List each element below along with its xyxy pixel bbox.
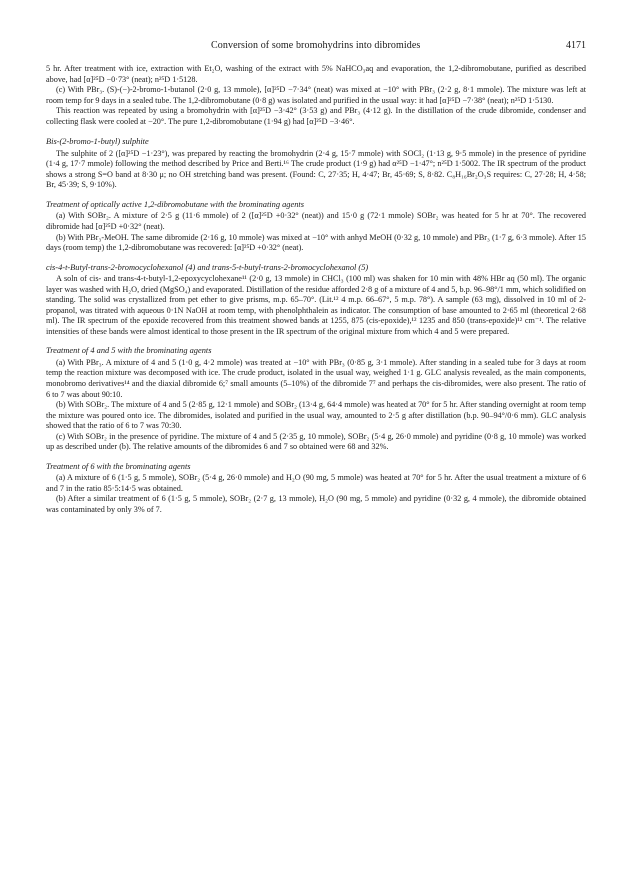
paragraph: (b) With PBr₃-MeOH. The same dibromide (2·16 g, 10 mmole) was mixed at −10° with anhyd MeOH (0·32 g, 10 mmole) and PBr₃ (1·7 g, 6·3 mmole). After 15 days (room temp) the 1,2-dibromobutane was recovered: [α]²⁵D +0·32° (neat).: [46, 232, 586, 253]
paragraph: 5 hr. After treatment with ice, extraction with Et₂O, washing of the extract with 5% NaHCO₃aq and evaporation, the 1,2-dibromobutane, purified as described above, had [α]²⁵D −0·73° (neat); n²⁵D 1·5128.: [46, 64, 586, 84]
paragraph: The sulphite of 2 ([α]²⁵D −1·23°), was prepared by reacting the bromohydrin (2·4 g, 15·7 mmole) with SOCl₂ (1·13 g, 9·5 mmole) in the presence of pyridine (1·4 g, 17·7 mmole) following the method described by Price and Berti.¹⁶ The crude product (1·9 g) had α²⁵D −1·47°; n²⁵D 1·5002. The IR spectrum of the product shows a strong S=O band at 8·30 μ; no OH stretching band was present. (Found: C, 27·35; H, 4·47; Br, 45·69; S, 8·82. C₈H₁₆Br₂O₃S requires: C, 27·28; H, 4·58; Br, 45·39; S, 9·10%).: [46, 148, 586, 190]
paragraph: (a) A mixture of 6 (1·5 g, 5 mmole), SOBr₂ (5·4 g, 26·0 mmole) and H₂O (90 mg, 5 mmole) was heated at 70° for 5 hr. After the usual treatment a mixture of 6 and 7 in the ratio 85·5:14·5 was obtained.: [46, 473, 586, 493]
paragraph: (c) With PBr₃. (S)-(−)-2-bromo-1-butanol (2·0 g, 13 mmole), [α]²⁵D −7·34° (neat) was mixed at −10° with PBr₃ (2·2 g, 8·1 mmole). The mixture was left at room temp for 9 days in a sealed tube. The 1,2-dibromobutane (0·8 g) was isolated and purified in the usual way: it had [α]²⁵D −7·38° (neat); n²⁵D 1·5130.: [46, 85, 586, 105]
section-heading: Treatment of optically active 1,2-dibromobutane with the brominating agents: [46, 199, 304, 209]
running-head: [46, 40, 586, 51]
paragraph: (c) With SOBr₂ in the presence of pyridine. The mixture of 4 and 5 (2·35 g, 10 mmole), SOBr₂ (5·4 g, 26·0 mmole) and pyridine (0·8 g, 10 mmole) was worked up as described under (b). The relative amounts of the dibromides 6 and 7 so obtained were 68 and 32%.: [46, 431, 586, 452]
journal-page: [46, 40, 586, 516]
paragraph: (a) With SOBr₂. A mixture of 2·5 g (11·6 mmole) of 2 ([α]²⁵D +0·32° (neat)) and 15·0 g (72·1 mmole) SOBr₂ was heated for 5 hr at 70°. The recovered dibromide had [α]²⁵D +0·32° (neat).: [46, 211, 586, 232]
section-heading: Treatment of 4 and 5 with the brominating agents: [46, 346, 212, 356]
page-number: 4171: [566, 40, 586, 51]
paragraph: (b) After a similar treatment of 6 (1·5 g, 5 mmole), SOBr₂ (2·7 g, 13 mmole), H₂O (90 mg, 5 mmole) and pyridine (0·32 g, 4 mmole), the dibromide obtained was contaminated by only 3% of 7.: [46, 494, 586, 514]
article-body: [46, 64, 586, 516]
running-title: Conversion of some bromohydrins into dibromides: [211, 40, 421, 51]
paragraph: (a) With PBr₃. A mixture of 4 and 5 (1·0 g, 4·2 mmole) was treated at −10° with PBr₃ (0·85 g, 3·1 mmole). After standing in a sealed tube for 3 days at room temp the reaction mixture was decomposed with ice. The crude product, isolated in the usual way, weighed 1·1 g. GLC analysis revealed, as the main components, monobromo derivatives¹⁴ and the diaxial dibromide 6;⁷ small amounts (5–10%) of the dibromide 7⁷ and perhaps the cis-dibromides, were also present. The ratio of 6 to 7 was about 90:10.: [46, 357, 586, 399]
paragraph: A soln of cis- and trans-4-t-butyl-1,2-epoxycyclohexane¹¹ (2·0 g, 13 mmole) in CHCl₃ (100 ml) was shaken for 10 min with 48% HBr aq (50 ml). The organic layer was washed with H₂O, dried (MgSO₄) and evaporated. Distillation of the residue afforded 2·8 g of a mixture of 4 and 5, b.p. 96–98°/1 mm, which solidified on standing. The solid was crystallized from pet ether to give prisms, m.p. 65–70°. (Lit.¹² 4 m.p. 66–67°, 5 m.p. 78°). A sample (63 mg), dissolved in 10 ml of 2-propanol, was titrated with aqueous 0·1N NaOH at room temp, with phenolphthalein as indicator. The consumption of base amounted to 2·65 ml (theoretical 2·68 ml). The IR spectrum of the epoxide recovered from this treatment showed bands at 1255, 875 (cis-epoxide),¹² 1235 and 850 (trans-epoxide)¹² cm⁻¹. The relative intensities of these bands were almost identical to those present in the IR spectrum of the original mixture from which 4 and 5 were prepared.: [46, 274, 586, 336]
section-heading: cis-4-t-Butyl-trans-2-bromocyclohexanol (4) and trans-5-t-butyl-trans-2-bromocyclohexanol (5): [46, 262, 369, 272]
section-heading: Bis-(2-bromo-1-butyl) sulphite: [46, 137, 149, 147]
paragraph: This reaction was repeated by using a bromohydrin with [α]²⁵D −3·42° (3·53 g) and PBr₃ (4·12 g). In the distillation of the crude dibromide, condenser and collecting flask were cooled at −20°. The pure 1,2-dibromobutane (1·94 g) had [α]²⁵D −3·46°.: [46, 106, 586, 126]
paragraph: (b) With SOBr₂. The mixture of 4 and 5 (2·85 g, 12·1 mmole) and SOBr₂ (13·4 g, 64·4 mmole) was heated at 70° for 5 hr. After standing overnight at room temp the mixture was poured onto ice. The dibromides, isolated and purified in the usual way, amounted to 2·5 g after distillation (b.p. 90–94°/0·6 mm). GLC analysis showed that the ratio of 6 to 7 was 70:30.: [46, 400, 586, 431]
section-heading: Treatment of 6 with the brominating agents: [46, 461, 191, 471]
